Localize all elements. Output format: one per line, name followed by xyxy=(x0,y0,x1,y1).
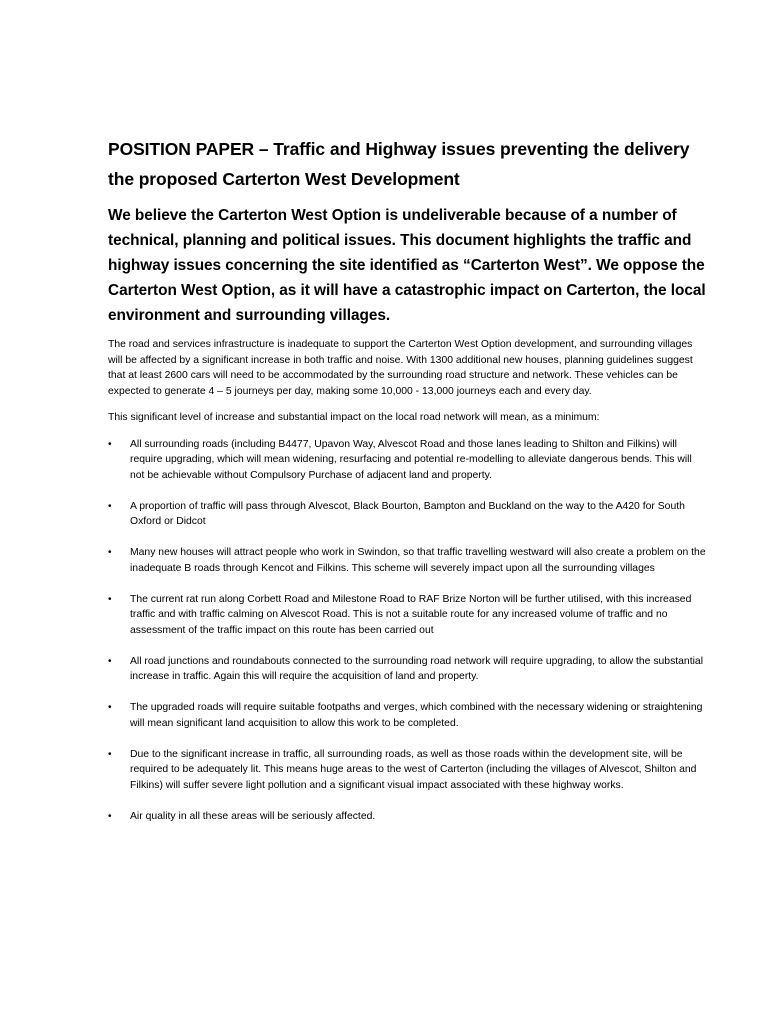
list-item xyxy=(108,809,708,825)
list-item xyxy=(108,437,708,484)
bullet-icon: • xyxy=(108,702,112,713)
list-item xyxy=(108,545,708,576)
list-item xyxy=(108,700,708,731)
minimum-impact-paragraph: This significant level of increase and substantial impact on the local road network will mean, as a minimum: xyxy=(108,412,600,423)
list-item xyxy=(108,499,708,530)
impact-bullet-list xyxy=(108,437,720,825)
bullet-icon: • xyxy=(108,810,112,822)
list-item-text: The current rat run along Corbett Road and Milestone Road to RAF Brize Norton will be further utilised, with this increased traffic and with traffic calming on Alvescot Road. This is not a suitable route for any increased volume of traffic and no assessment of the traffic impact on this route has been carried out xyxy=(130,593,692,636)
list-item xyxy=(108,654,708,685)
bullet-icon: • xyxy=(108,500,112,512)
list-item-text: The upgraded roads will require suitable footpaths and verges, which combined with the necessary widening or straightening will mean significant land acquisition to allow this work to be completed. xyxy=(130,702,703,729)
bullet-icon: • xyxy=(108,655,112,667)
list-item-text: All road junctions and roundabouts connected to the surrounding road network will require upgrading, to allow the substantial increase in traffic. Again this will require the acquisition of land and property. xyxy=(130,655,703,682)
list-item-text: All surrounding roads (including B4477, Upavon Way, Alvescot Road and those lanes leading to Shilton and Filkins) will require upgrading, which will mean widening, resurfacing and potential re-modelling to alleviate dangerous bends. This will not be achievable without Compulsory Purchase of adjacent land and property. xyxy=(130,438,692,481)
intro-paragraph: The road and services infrastructure is inadequate to support the Carterton West Option development, and surrounding villages will be affected by a significant increase in both traffic and noise. With 1300 additional new houses, planning guidelines suggest that at least 2600 cars will need to be accommodated by the surrounding road structure and network. These vehicles can be expected to generate 4 – 5 journeys per day, making some 10,000 - 13,000 journeys each and every day. xyxy=(108,339,693,397)
list-item-text: A proportion of traffic will pass through Alvescot, Black Bourton, Bampton and Buckland on the way to the A420 for South Oxford or Didcot xyxy=(130,500,685,527)
lead-statement: We believe the Carterton West Option is undeliverable because of a number of technical, planning and political issues. This document highlights the traffic and highway issues concerning the site identified as “Carterton West”. We oppose the Carterton West Option, as it will have a catastrophic impact on Carterton, the local environment and surrounding villages. xyxy=(108,207,706,324)
bullet-icon: • xyxy=(108,547,112,558)
bullet-icon: • xyxy=(108,748,112,760)
list-item xyxy=(108,592,708,639)
bullet-icon: • xyxy=(108,438,112,450)
bullet-icon: • xyxy=(108,593,112,605)
document-title: POSITION PAPER – Traffic and Highway issues preventing the delivery the proposed Carterton West Development xyxy=(108,139,690,189)
document-page xyxy=(108,134,720,840)
list-item-text: Many new houses will attract people who work in Swindon, so that traffic travelling westward will also create a problem on the inadequate B roads through Kencot and Filkins. This scheme will severely impact upon all the surrounding villages xyxy=(130,547,706,574)
list-item xyxy=(108,747,708,794)
list-item-text: Due to the significant increase in traffic, all surrounding roads, as well as those roads within the development site, will be required to be adequately lit. This means huge areas to the west of Carterton (including the villages of Alvescot, Shilton and Filkins) will suffer severe light pollution and a significant visual impact associated with these highway works. xyxy=(130,748,697,791)
list-item-text: Air quality in all these areas will be seriously affected. xyxy=(130,810,376,822)
